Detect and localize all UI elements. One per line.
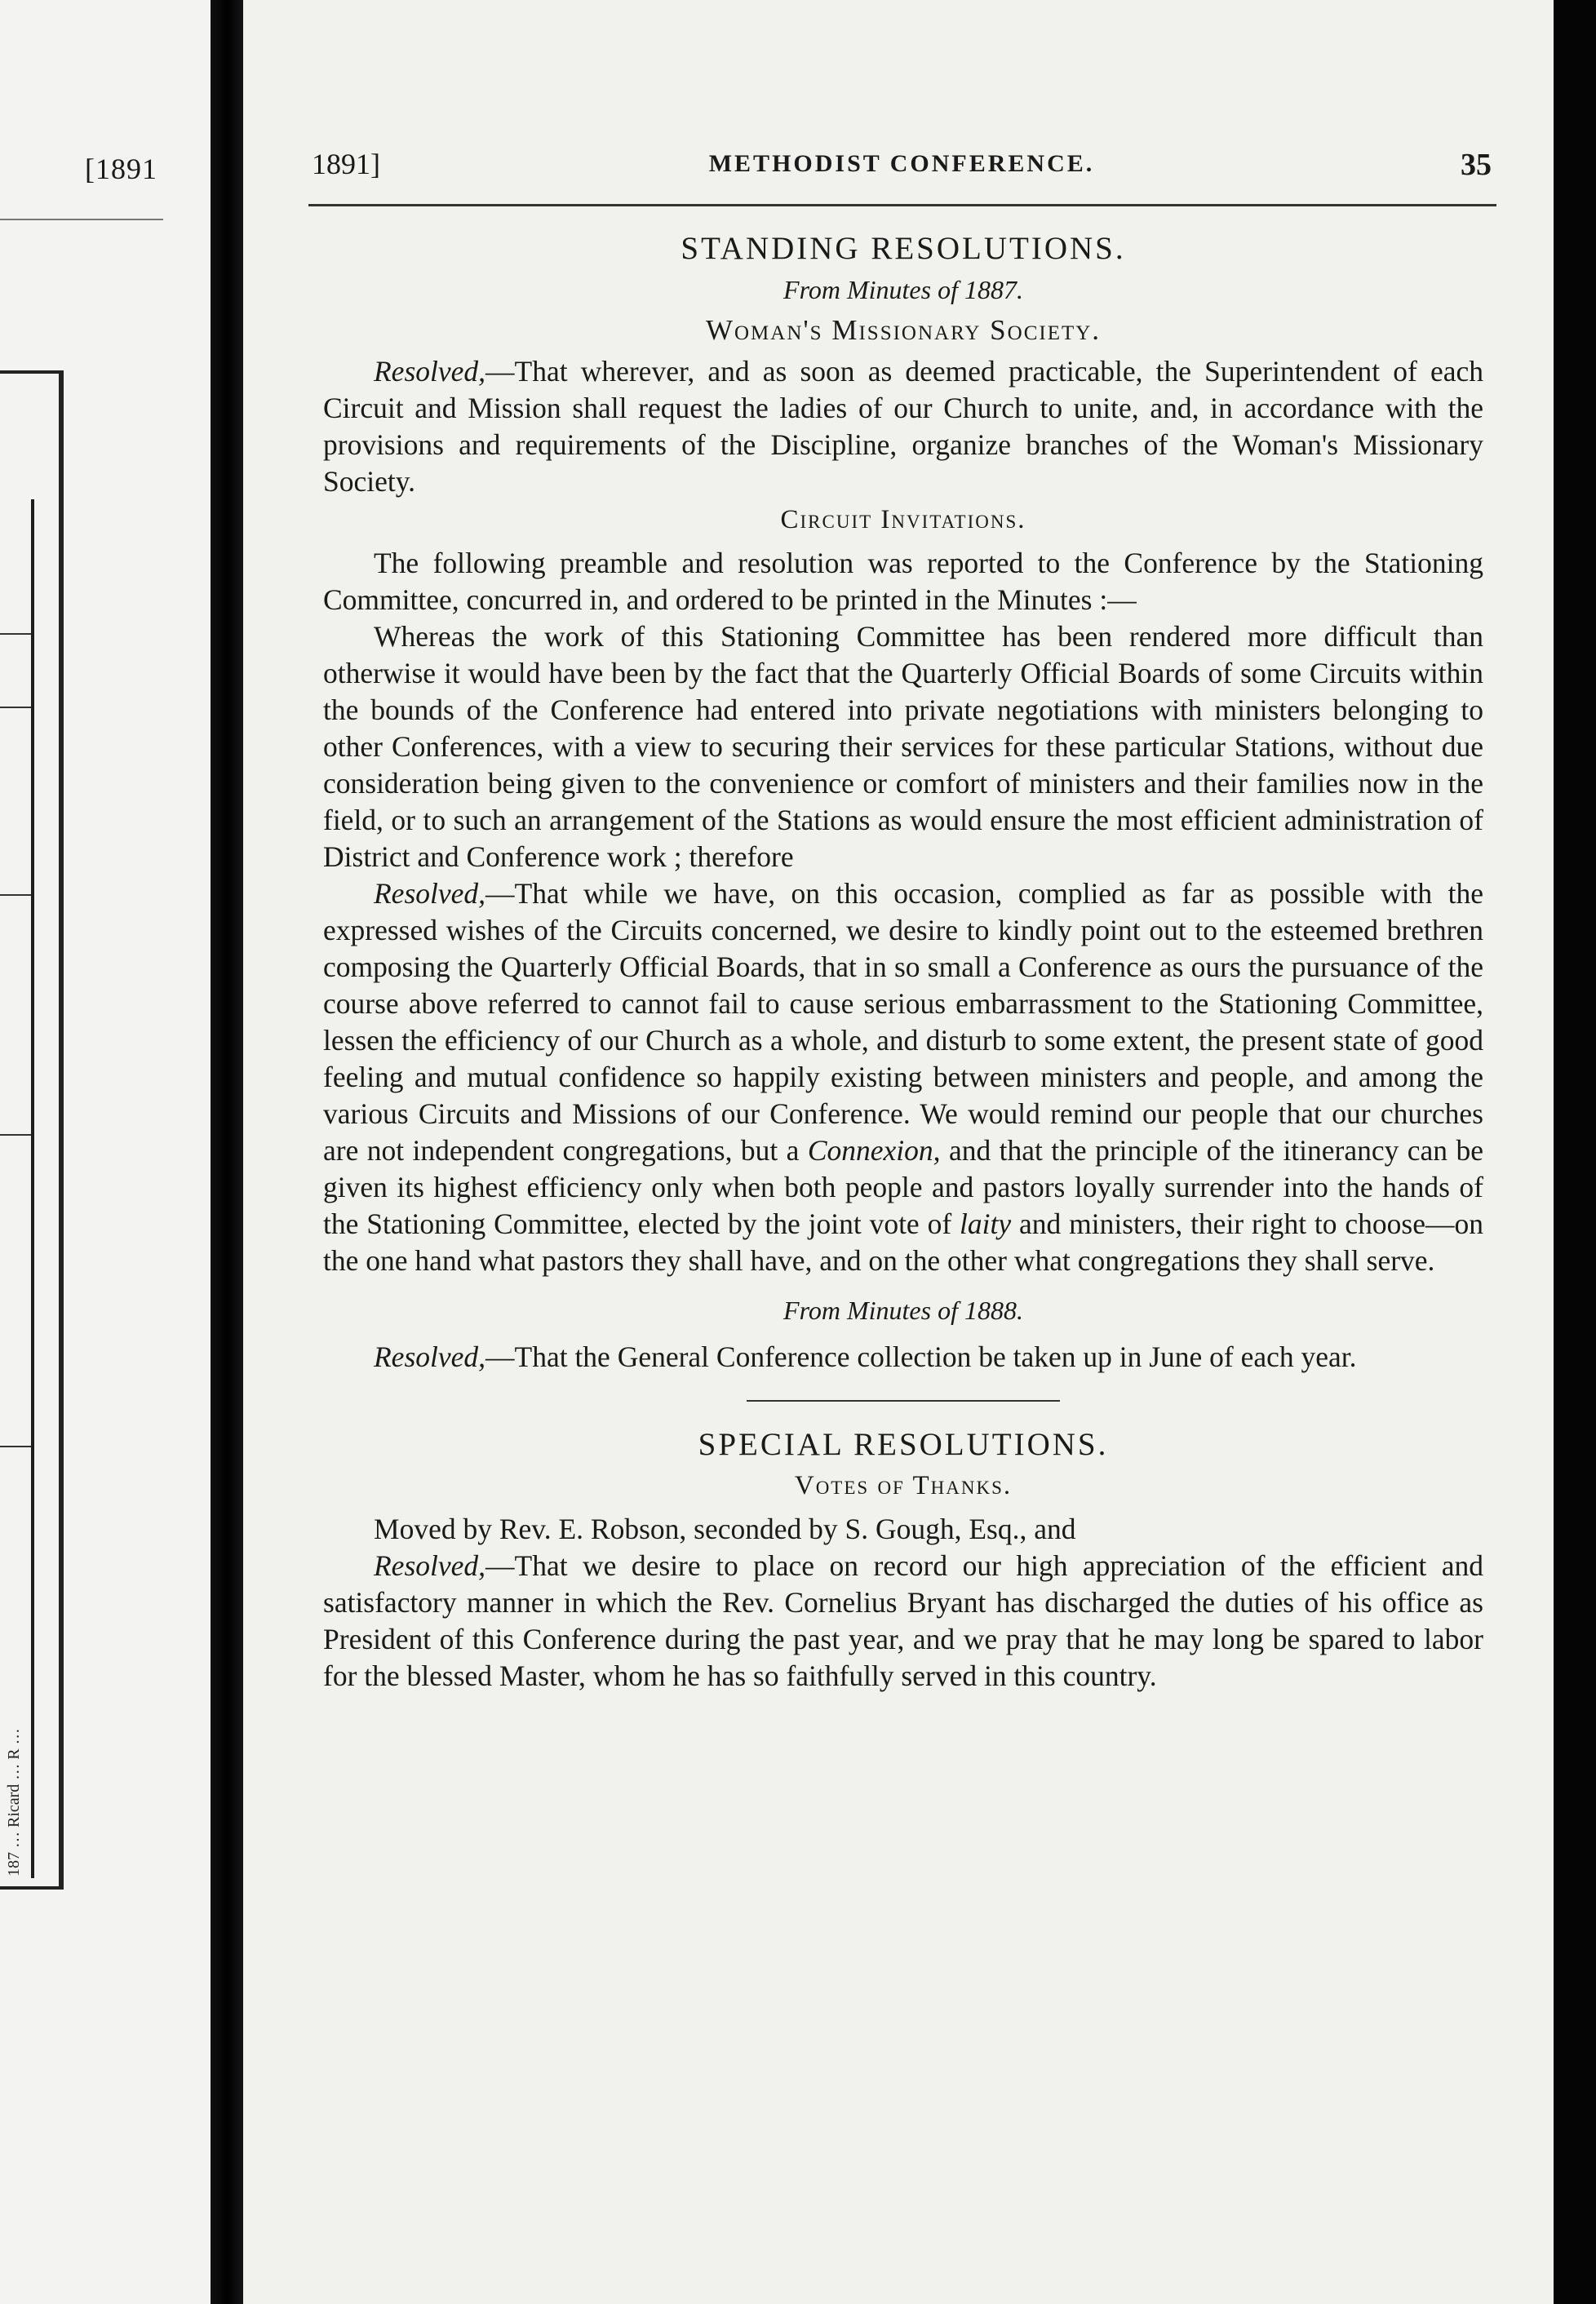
- collection-resolution-text: —That the General Conference collection be taken up in June of each year.: [485, 1340, 1357, 1373]
- resolved-label: Resolved,: [374, 355, 486, 388]
- resolved-label: Resolved,: [374, 1549, 486, 1582]
- source-minutes-1888: From Minutes of 1888.: [783, 1296, 1023, 1325]
- resolution-text-3: and ministers, their right to choose—on the one hand what pastors they shall have, and on the other what congregations they shall serve.: [323, 1207, 1484, 1277]
- standing-resolutions-heading: STANDING RESOLUTIONS.: [681, 231, 1126, 266]
- book-gutter: [211, 0, 243, 2304]
- previous-page-tick: [0, 894, 31, 896]
- thanks-resolution-text: —That we desire to place on record our high appreciation of the efficient and satisfactory manner in which the Rev. Cornelius Bryant has discharged the duties of his office as President of this Conference during the past year, and we pray that he may long be spared to labor for the blessed Master, whom he has so faithfully served in this country.: [323, 1549, 1483, 1692]
- whereas-paragraph: Whereas the work of this Stationing Committee has been rendered more difficult than otherwise it would have been by the fact that the Quarterly Official Boards of some Circuits within the bounds of the Conference had entered into private negotiations with ministers belonging to other Conferences, with a view to securing their services for these particular Stations, without due consideration being given to the convenience or comfort of ministers and their families now in the field, or to such an arrangement of the Stations as would ensure the most efficient administration of District and Conference work ; therefore: [323, 620, 1483, 873]
- previous-page-tick: [0, 1446, 31, 1447]
- connexion-term: Connexion,: [807, 1134, 941, 1167]
- laity-term: laity: [960, 1207, 1012, 1240]
- collection-resolution-paragraph: [323, 1339, 1483, 1376]
- running-head: [312, 147, 1492, 188]
- womans-society-text: —That wherever, and as soon as deemed practicable, the Superintendent of each Circuit and Mission shall request the ladies of our Church to unite, and, in accordance with the provisions and requirements of the Discipline, organize branches of the Woman's Missionary Society.: [323, 355, 1483, 498]
- resolution-text-2: and that the principle of the itinerancy can be given its highest efficiency only when both people and pastors loyally surrender into the hands of the Stationing Committee, elected by the joint vote of: [323, 1134, 1483, 1240]
- running-head-title: METHODIST CONFERENCE.: [708, 150, 1095, 177]
- running-head-year: 1891]: [312, 148, 380, 180]
- scan-border: [1554, 0, 1596, 2304]
- preamble-paragraph: The following preamble and resolution was reported to the Conference by the Stationing Committee, concurred in, and ordered to be printed in the Minutes :—: [323, 547, 1483, 616]
- book-page: [243, 0, 1554, 2304]
- previous-page: [0, 0, 211, 2304]
- previous-page-running-head: [1891: [85, 153, 157, 185]
- previous-page-rule: [0, 219, 163, 220]
- page-body: [323, 230, 1483, 1695]
- resolution-text-1: —That while we have, on this occasion, complied as far as possible with the expressed wishes of the Circuits concerned, we desire to kindly point out to the esteemed brethren composing the Quarterly Official Boards, that in so small a Conference as ours the pursuance of the course above referred to cannot fail to cause serious embarrassment to the Stationing Committee, lessen the efficiency of our Church as a whole, and disturb to some extent, the present state of good feeling and mutual confidence so happily existing between ministers and people, and among the various Circuits and Missions of our Conference. We would remind our people that our churches are not independent congregations, but a: [323, 877, 1483, 1167]
- womans-society-paragraph: [323, 353, 1483, 500]
- previous-page-tick: [0, 1134, 31, 1136]
- womans-society-heading: Woman's Missionary Society.: [705, 314, 1102, 346]
- moved-by-line: Moved by Rev. E. Robson, seconded by S. Gough, Esq., and: [374, 1513, 1076, 1545]
- resolved-label: Resolved,: [374, 1340, 486, 1373]
- header-rule: [308, 204, 1496, 206]
- previous-page-tick: [0, 707, 31, 708]
- votes-of-thanks-heading: Votes of Thanks.: [794, 1471, 1013, 1500]
- circuit-invitations-heading: Circuit Invitations.: [780, 505, 1026, 534]
- special-resolutions-heading: SPECIAL RESOLUTIONS.: [698, 1427, 1109, 1462]
- previous-page-table-line: [31, 499, 34, 1878]
- previous-page-tick: [0, 633, 31, 635]
- page-number: 35: [1461, 148, 1492, 182]
- previous-page-vertical-text: 187 … Ricard … R …: [5, 1728, 23, 1876]
- thanks-resolution-paragraph: [323, 1548, 1483, 1695]
- section-divider: [747, 1400, 1060, 1402]
- circuit-resolution-paragraph: [323, 875, 1483, 1279]
- source-minutes-1887: From Minutes of 1887.: [783, 275, 1023, 304]
- resolved-label: Resolved,: [374, 877, 486, 910]
